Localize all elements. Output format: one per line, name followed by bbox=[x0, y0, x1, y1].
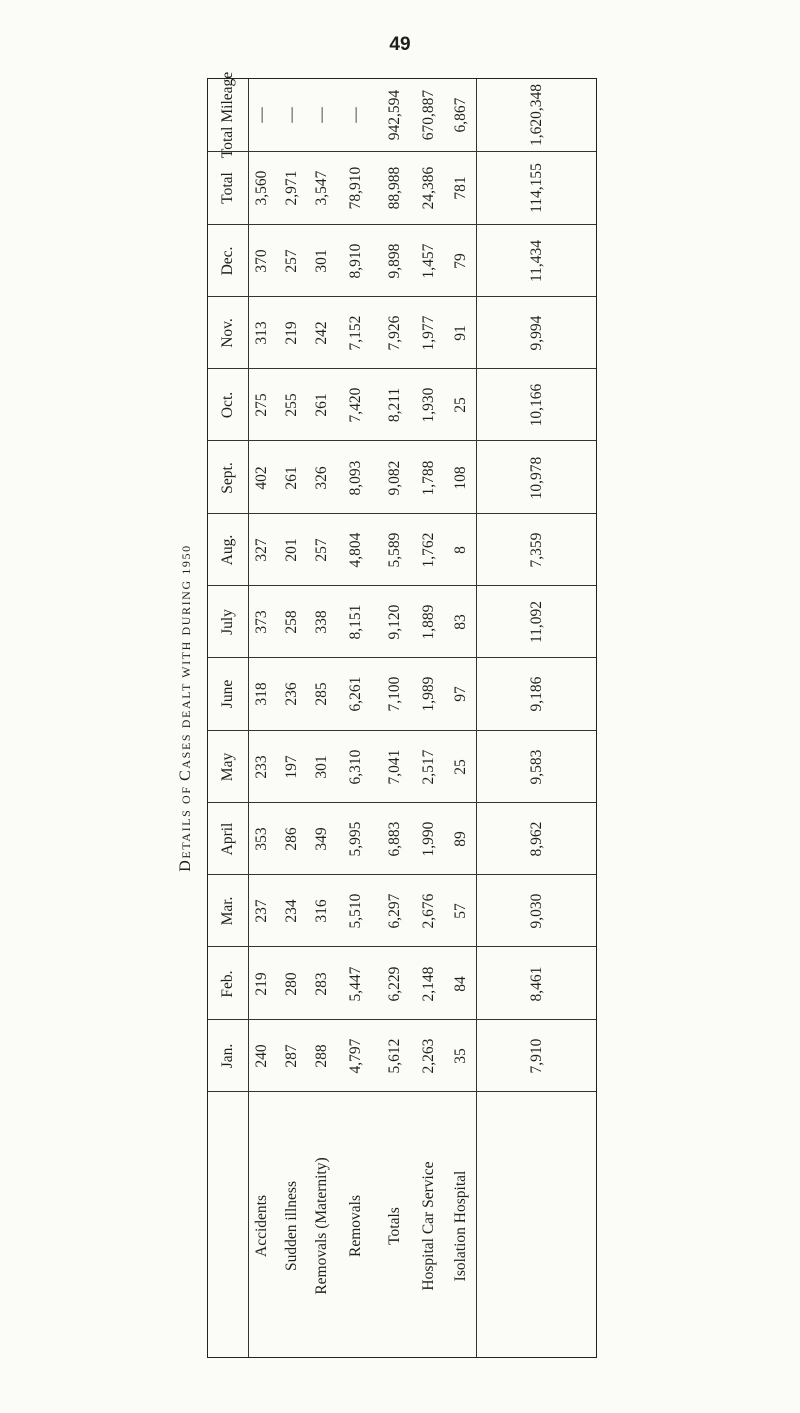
total-cell bbox=[476, 731, 598, 803]
value-cell bbox=[308, 441, 336, 513]
value-cell-text: 219 bbox=[283, 321, 300, 345]
value-cell-text: 237 bbox=[253, 899, 270, 923]
total-cell-text: 7,359 bbox=[528, 532, 545, 568]
value-cell bbox=[308, 947, 336, 1019]
value-cell-text: 3,547 bbox=[313, 170, 330, 206]
value-cell-text: 6,883 bbox=[385, 821, 403, 857]
total-cell bbox=[476, 875, 598, 947]
total-cell bbox=[476, 297, 598, 369]
value-cell bbox=[276, 369, 308, 441]
table-row bbox=[208, 946, 596, 1019]
category-label-text: Removals bbox=[347, 1195, 364, 1257]
value-cell-text: 25 bbox=[451, 397, 469, 414]
value-cell bbox=[276, 225, 308, 297]
value-cell bbox=[336, 369, 376, 441]
value-cell bbox=[276, 803, 308, 875]
value-cell bbox=[376, 875, 413, 947]
value-cell-text: 402 bbox=[253, 465, 270, 490]
value-cell bbox=[336, 152, 376, 224]
value-cell-text: 370 bbox=[253, 249, 270, 273]
value-cell-text: 255 bbox=[283, 393, 300, 417]
total-cell bbox=[476, 152, 598, 224]
table-row bbox=[208, 296, 596, 369]
value-cell bbox=[413, 731, 445, 803]
total-cell bbox=[476, 586, 598, 658]
value-cell bbox=[413, 225, 445, 297]
value-cell bbox=[445, 514, 476, 586]
value-cell-text: 313 bbox=[253, 321, 270, 345]
month-header bbox=[208, 731, 248, 803]
value-cell-text: 286 bbox=[283, 827, 300, 851]
cases-table bbox=[207, 71, 597, 1358]
table-row bbox=[208, 1019, 596, 1092]
value-cell bbox=[413, 441, 445, 513]
value-cell bbox=[336, 297, 376, 369]
value-cell bbox=[413, 875, 445, 947]
value-cell bbox=[376, 225, 413, 297]
value-cell bbox=[445, 79, 476, 151]
value-cell-text: — bbox=[283, 107, 300, 123]
total-cell-text: 114,155 bbox=[528, 163, 545, 214]
value-cell bbox=[445, 947, 476, 1019]
value-cell-text: 79 bbox=[451, 252, 469, 269]
value-cell bbox=[413, 369, 445, 441]
value-cell-text: 7,420 bbox=[347, 387, 364, 423]
value-cell bbox=[413, 152, 445, 224]
value-cell-text: 8,093 bbox=[347, 460, 364, 495]
table-row bbox=[208, 151, 596, 224]
category-label-text: Accidents bbox=[253, 1195, 270, 1257]
value-cell-text: 2,263 bbox=[420, 1038, 437, 1074]
value-cell bbox=[276, 658, 308, 730]
month-header-text: Nov. bbox=[219, 318, 236, 348]
value-cell-text: 288 bbox=[313, 1044, 330, 1068]
value-cell bbox=[445, 441, 476, 513]
category-label-text: Hospital Car Service bbox=[420, 1161, 437, 1291]
table-row bbox=[208, 730, 596, 803]
month-header bbox=[208, 152, 248, 224]
month-header-text: Dec. bbox=[219, 246, 236, 276]
value-cell-text: 349 bbox=[313, 827, 330, 851]
value-cell-text: 84 bbox=[451, 975, 469, 992]
value-cell bbox=[376, 79, 413, 151]
category-label-text: Isolation Hospital bbox=[451, 1170, 469, 1282]
category-label bbox=[308, 1092, 336, 1360]
value-cell bbox=[413, 297, 445, 369]
value-cell bbox=[248, 225, 276, 297]
value-cell bbox=[445, 731, 476, 803]
total-cell bbox=[476, 79, 598, 151]
total-cell-text: 9,186 bbox=[528, 676, 545, 712]
value-cell bbox=[445, 586, 476, 658]
total-cell-text: 10,978 bbox=[528, 456, 545, 499]
value-cell bbox=[248, 1020, 276, 1092]
value-cell-text: — bbox=[313, 107, 330, 123]
month-header bbox=[208, 71, 248, 159]
value-cell bbox=[248, 441, 276, 513]
table-title: DETAILS OF CASES DEALT WITH DURING 1950 bbox=[177, 544, 194, 872]
value-cell bbox=[336, 731, 376, 803]
month-header-text: Feb. bbox=[219, 970, 236, 998]
table-row bbox=[208, 224, 596, 297]
value-cell-text: 240 bbox=[253, 1044, 270, 1068]
table-row bbox=[208, 585, 596, 658]
value-cell bbox=[336, 947, 376, 1019]
value-cell bbox=[308, 152, 336, 224]
value-cell-text: 257 bbox=[313, 538, 330, 562]
table-row bbox=[208, 71, 596, 159]
value-cell-text: 6,229 bbox=[385, 966, 403, 1001]
value-cell-text: 1,989 bbox=[420, 676, 437, 712]
value-cell bbox=[445, 152, 476, 224]
month-header-text: Total bbox=[219, 172, 236, 205]
total-cell bbox=[476, 225, 598, 297]
value-cell-text: 91 bbox=[451, 325, 469, 341]
value-cell bbox=[336, 514, 376, 586]
value-cell-text: 8,211 bbox=[385, 388, 403, 423]
value-cell bbox=[308, 514, 336, 586]
value-cell-text: 285 bbox=[313, 682, 330, 707]
month-header bbox=[208, 658, 248, 730]
category-label bbox=[376, 1092, 413, 1360]
value-cell bbox=[248, 586, 276, 658]
total-cell bbox=[476, 514, 598, 586]
category-label bbox=[276, 1092, 308, 1360]
value-cell bbox=[248, 875, 276, 947]
total-cell-text: 11,434 bbox=[528, 239, 545, 282]
value-cell bbox=[248, 731, 276, 803]
value-cell bbox=[248, 947, 276, 1019]
value-cell-text: 781 bbox=[451, 176, 469, 201]
value-cell-text: 373 bbox=[253, 610, 270, 634]
value-cell bbox=[336, 1020, 376, 1092]
month-header-text: June bbox=[219, 680, 236, 709]
value-cell bbox=[445, 225, 476, 297]
total-cell-text: 10,166 bbox=[528, 383, 545, 427]
page-number: 49 bbox=[389, 34, 411, 55]
total-cell bbox=[476, 803, 598, 875]
value-cell bbox=[445, 658, 476, 730]
value-cell-text: 4,804 bbox=[347, 532, 364, 568]
value-cell bbox=[308, 1020, 336, 1092]
value-cell-text: 5,510 bbox=[347, 893, 364, 929]
value-cell-text: 338 bbox=[313, 610, 330, 634]
total-cell-text: 8,962 bbox=[528, 821, 545, 857]
value-cell bbox=[413, 79, 445, 151]
month-header-text: April bbox=[219, 822, 236, 856]
value-cell bbox=[376, 441, 413, 513]
value-cell-text: 9,120 bbox=[385, 604, 403, 640]
table-row bbox=[208, 802, 596, 875]
value-cell bbox=[276, 875, 308, 947]
value-cell bbox=[308, 586, 336, 658]
value-cell bbox=[248, 297, 276, 369]
value-cell-text: 236 bbox=[283, 682, 300, 707]
month-header bbox=[208, 1020, 248, 1092]
value-cell bbox=[376, 1020, 413, 1092]
value-cell bbox=[336, 658, 376, 730]
month-header bbox=[208, 875, 248, 947]
category-label bbox=[413, 1092, 445, 1360]
table-row bbox=[208, 513, 596, 586]
value-cell-text: 275 bbox=[253, 393, 270, 417]
value-cell-text: 318 bbox=[253, 682, 270, 707]
value-cell-text: 261 bbox=[283, 465, 300, 490]
value-cell-text: 233 bbox=[253, 755, 270, 779]
value-cell-text: 9,898 bbox=[385, 243, 403, 279]
value-cell bbox=[413, 803, 445, 875]
total-cell-text: 11,092 bbox=[528, 601, 545, 644]
month-header bbox=[208, 441, 248, 513]
value-cell bbox=[336, 875, 376, 947]
value-cell bbox=[276, 586, 308, 658]
value-cell-text: 1,977 bbox=[420, 315, 437, 351]
value-cell-text: 261 bbox=[313, 393, 330, 417]
value-cell bbox=[308, 297, 336, 369]
value-cell bbox=[308, 658, 336, 730]
value-cell-text: 9,082 bbox=[385, 460, 403, 495]
month-header bbox=[208, 225, 248, 297]
value-cell-text: 2,971 bbox=[283, 170, 300, 206]
total-cell bbox=[476, 369, 598, 441]
value-cell-text: 353 bbox=[253, 827, 270, 851]
value-cell bbox=[308, 79, 336, 151]
value-cell-text: 7,041 bbox=[385, 749, 403, 785]
category-label-text: Totals bbox=[385, 1207, 403, 1245]
value-cell-text: 3,560 bbox=[253, 170, 270, 206]
month-header-text: Sept. bbox=[219, 461, 236, 494]
corner-cell bbox=[208, 1092, 248, 1360]
value-cell bbox=[276, 947, 308, 1019]
value-cell-text: 57 bbox=[451, 903, 469, 920]
total-cell bbox=[476, 658, 598, 730]
value-cell bbox=[248, 79, 276, 151]
value-cell-text: 83 bbox=[451, 614, 469, 630]
value-cell-text: 280 bbox=[283, 971, 300, 996]
category-label bbox=[336, 1092, 376, 1360]
column-rule bbox=[476, 79, 477, 1357]
value-cell bbox=[336, 79, 376, 151]
value-cell-text: 1,788 bbox=[420, 460, 437, 495]
value-cell bbox=[336, 586, 376, 658]
value-cell-text: 25 bbox=[451, 758, 469, 775]
value-cell-text: 1,990 bbox=[420, 821, 437, 857]
value-cell-text: 1,762 bbox=[420, 532, 437, 568]
value-cell bbox=[376, 731, 413, 803]
value-cell-text: 6,261 bbox=[347, 676, 364, 712]
month-header-text: Total Mileage bbox=[219, 71, 236, 159]
value-cell bbox=[276, 1020, 308, 1092]
value-cell bbox=[413, 586, 445, 658]
value-cell-text: — bbox=[347, 107, 364, 123]
value-cell bbox=[376, 586, 413, 658]
value-cell-text: 197 bbox=[283, 755, 300, 779]
value-cell-text: 201 bbox=[283, 538, 300, 562]
month-header bbox=[208, 586, 248, 658]
value-cell-text: 6,867 bbox=[451, 97, 469, 133]
value-cell-text: 2,517 bbox=[420, 749, 437, 785]
value-cell-text: 8,910 bbox=[347, 243, 364, 279]
month-header-text: Aug. bbox=[219, 534, 236, 566]
table-row bbox=[208, 440, 596, 513]
value-cell bbox=[376, 369, 413, 441]
value-cell bbox=[413, 514, 445, 586]
value-cell-text: 942,594 bbox=[385, 89, 403, 141]
value-cell bbox=[248, 152, 276, 224]
value-cell-text: 7,926 bbox=[385, 315, 403, 351]
category-label-text: Removals (Maternity) bbox=[313, 1157, 330, 1295]
value-cell bbox=[413, 658, 445, 730]
value-cell-text: 257 bbox=[283, 249, 300, 273]
column-rule bbox=[248, 79, 249, 1357]
total-cell-text: 7,910 bbox=[528, 1038, 545, 1074]
value-cell-text: 88,988 bbox=[385, 167, 403, 210]
total-cell-text: 8,461 bbox=[528, 966, 545, 1001]
value-cell-text: 242 bbox=[313, 321, 330, 345]
month-header bbox=[208, 803, 248, 875]
value-cell-text: 108 bbox=[451, 465, 469, 490]
value-cell bbox=[376, 152, 413, 224]
total-cell-text: 9,583 bbox=[528, 749, 545, 785]
value-cell-text: 327 bbox=[253, 538, 270, 562]
value-cell bbox=[336, 225, 376, 297]
total-cell-text: 9,994 bbox=[528, 315, 545, 351]
value-cell-text: 5,995 bbox=[347, 821, 364, 857]
value-cell-text: 258 bbox=[283, 610, 300, 634]
value-cell bbox=[308, 731, 336, 803]
value-cell bbox=[376, 803, 413, 875]
value-cell bbox=[276, 441, 308, 513]
month-header-text: July bbox=[219, 609, 236, 636]
value-cell bbox=[276, 731, 308, 803]
value-cell-text: 5,589 bbox=[385, 532, 403, 568]
value-cell-text: 234 bbox=[283, 899, 300, 923]
blank-cell bbox=[476, 1092, 598, 1360]
value-cell-text: — bbox=[253, 107, 270, 123]
value-cell bbox=[376, 947, 413, 1019]
value-cell bbox=[276, 297, 308, 369]
value-cell bbox=[445, 297, 476, 369]
value-cell bbox=[276, 152, 308, 224]
value-cell bbox=[248, 803, 276, 875]
table-row bbox=[208, 657, 596, 730]
value-cell bbox=[248, 369, 276, 441]
value-cell bbox=[336, 803, 376, 875]
value-cell-text: 301 bbox=[313, 249, 330, 273]
value-cell bbox=[376, 297, 413, 369]
value-cell-text: 6,297 bbox=[385, 893, 403, 929]
value-cell bbox=[276, 79, 308, 151]
value-cell-text: 670,887 bbox=[420, 89, 437, 141]
value-cell-text: 1,930 bbox=[420, 387, 437, 423]
total-cell bbox=[476, 1020, 598, 1092]
value-cell-text: 24,386 bbox=[420, 167, 437, 210]
value-cell-text: 2,676 bbox=[420, 893, 437, 929]
month-header bbox=[208, 369, 248, 441]
value-cell bbox=[445, 875, 476, 947]
value-cell-text: 7,152 bbox=[347, 315, 364, 351]
value-cell bbox=[376, 658, 413, 730]
value-cell-text: 301 bbox=[313, 755, 330, 779]
label-row bbox=[208, 1091, 596, 1360]
category-label-text: Sudden illness bbox=[283, 1181, 300, 1271]
value-cell-text: 8,151 bbox=[347, 604, 364, 640]
value-cell-text: 4,797 bbox=[347, 1038, 364, 1074]
total-cell-text: 1,620,348 bbox=[528, 84, 545, 147]
value-cell bbox=[445, 369, 476, 441]
value-cell bbox=[308, 225, 336, 297]
value-cell-text: 219 bbox=[253, 971, 270, 996]
month-header bbox=[208, 297, 248, 369]
value-cell bbox=[445, 1020, 476, 1092]
value-cell-text: 1,889 bbox=[420, 604, 437, 640]
value-cell bbox=[413, 947, 445, 1019]
value-cell bbox=[248, 514, 276, 586]
value-cell bbox=[336, 441, 376, 513]
value-cell bbox=[308, 803, 336, 875]
value-cell-text: 35 bbox=[451, 1048, 469, 1064]
value-cell bbox=[445, 803, 476, 875]
value-cell-text: 97 bbox=[451, 686, 469, 703]
category-label bbox=[445, 1092, 476, 1360]
month-header-text: Oct. bbox=[219, 392, 236, 419]
total-cell bbox=[476, 947, 598, 1019]
value-cell-text: 287 bbox=[283, 1044, 300, 1068]
value-cell bbox=[248, 658, 276, 730]
table-row bbox=[208, 874, 596, 947]
month-header bbox=[208, 947, 248, 1019]
value-cell-text: 78,910 bbox=[347, 167, 364, 210]
value-cell-text: 283 bbox=[313, 971, 330, 996]
value-cell-text: 5,447 bbox=[347, 966, 364, 1001]
value-cell-text: 89 bbox=[451, 831, 469, 847]
month-header-text: May bbox=[219, 752, 236, 781]
total-cell bbox=[476, 441, 598, 513]
value-cell-text: 6,310 bbox=[347, 749, 364, 785]
value-cell bbox=[308, 875, 336, 947]
value-cell-text: 326 bbox=[313, 465, 330, 490]
value-cell-text: 7,100 bbox=[385, 676, 403, 712]
value-cell bbox=[376, 514, 413, 586]
table-row bbox=[208, 368, 596, 441]
month-header-text: Mar. bbox=[219, 896, 236, 926]
value-cell-text: 2,148 bbox=[420, 966, 437, 1001]
value-cell-text: 316 bbox=[313, 899, 330, 923]
value-cell bbox=[413, 1020, 445, 1092]
value-cell bbox=[308, 369, 336, 441]
month-header bbox=[208, 514, 248, 586]
value-cell-text: 8 bbox=[451, 545, 469, 554]
month-header-text: Jan. bbox=[219, 1043, 236, 1069]
category-label bbox=[248, 1092, 276, 1360]
value-cell bbox=[276, 514, 308, 586]
value-cell-text: 1,457 bbox=[420, 243, 437, 279]
total-cell-text: 9,030 bbox=[528, 893, 545, 929]
value-cell-text: 5,612 bbox=[385, 1038, 403, 1074]
